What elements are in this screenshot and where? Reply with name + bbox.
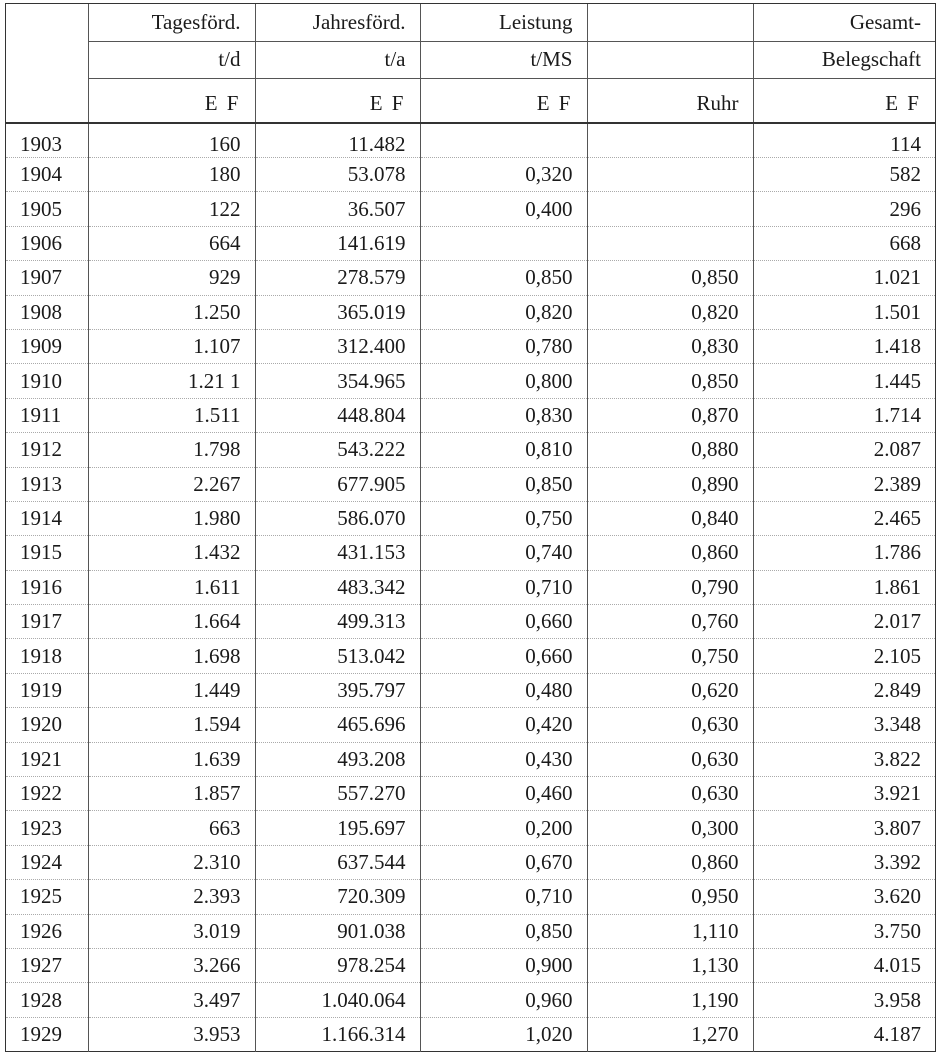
leistung-cell: 0,780 (420, 329, 587, 363)
jahresfoerd-cell: 465.696 (255, 708, 420, 742)
leistung-cell: 0,850 (420, 261, 587, 295)
ruhr-cell (587, 123, 753, 158)
ruhr-cell: 0,860 (587, 845, 753, 879)
ruhr-cell (587, 226, 753, 260)
year-cell: 1912 (6, 433, 88, 467)
ruhr-cell: 1,110 (587, 914, 753, 948)
belegschaft-cell: 1.861 (753, 570, 935, 604)
table-row (6, 1017, 935, 1051)
jahresfoerd-cell: 36.507 (255, 192, 420, 226)
tagesfoerd-cell: 1.594 (88, 708, 255, 742)
year-cell: 1914 (6, 501, 88, 535)
tagesfoerd-cell: 3.019 (88, 914, 255, 948)
table-row (6, 673, 935, 707)
year-cell: 1911 (6, 398, 88, 432)
leistung-cell: 0,900 (420, 948, 587, 982)
ruhr-cell: 1,190 (587, 983, 753, 1017)
tagesfoerd-cell: 3.266 (88, 948, 255, 982)
jahresfoerd-cell: 637.544 (255, 845, 420, 879)
tagesfoerd-cell: 1.980 (88, 501, 255, 535)
ruhr-cell: 0,830 (587, 329, 753, 363)
tagesfoerd-cell: 1.639 (88, 742, 255, 776)
ruhr-header (587, 4, 753, 41)
table-body (6, 123, 935, 1052)
tagesfoerd-cell: 1.21 1 (88, 364, 255, 398)
jahresfoerd-cell: 354.965 (255, 364, 420, 398)
jahresfoerd-cell: 11.482 (255, 123, 420, 158)
leistung-cell: 0,710 (420, 880, 587, 914)
tagesfoerd-sub: E F (88, 78, 255, 123)
year-cell: 1927 (6, 948, 88, 982)
year-cell: 1922 (6, 777, 88, 811)
table-row (6, 398, 935, 432)
jahresfoerd-cell: 1.040.064 (255, 983, 420, 1017)
tagesfoerd-cell: 1.449 (88, 673, 255, 707)
jahresfoerd-cell: 557.270 (255, 777, 420, 811)
tagesfoerd-cell: 180 (88, 158, 255, 192)
tagesfoerd-cell: 929 (88, 261, 255, 295)
leistung-cell: 0,480 (420, 673, 587, 707)
tagesfoerd-cell: 1.857 (88, 777, 255, 811)
tagesfoerd-cell: 1.107 (88, 329, 255, 363)
jahresfoerd-cell: 483.342 (255, 570, 420, 604)
ruhr-cell: 0,620 (587, 673, 753, 707)
leistung-cell: 0,430 (420, 742, 587, 776)
year-cell: 1907 (6, 261, 88, 295)
leistung-cell (420, 226, 587, 260)
leistung-cell (420, 123, 587, 158)
table-row (6, 123, 935, 158)
table-row (6, 536, 935, 570)
jahresfoerd-cell: 53.078 (255, 158, 420, 192)
tagesfoerd-cell: 1.798 (88, 433, 255, 467)
jahresfoerd-cell: 278.579 (255, 261, 420, 295)
leistung-cell: 0,850 (420, 914, 587, 948)
belegschaft-cell: 2.105 (753, 639, 935, 673)
jahresfoerd-cell: 431.153 (255, 536, 420, 570)
year-cell: 1916 (6, 570, 88, 604)
leistung-cell: 0,400 (420, 192, 587, 226)
year-cell: 1910 (6, 364, 88, 398)
leistung-sub: E F (420, 78, 587, 123)
belegschaft-cell: 2.017 (753, 605, 935, 639)
leistung-cell: 0,960 (420, 983, 587, 1017)
belegschaft-cell: 296 (753, 192, 935, 226)
belegschaft-cell: 4.015 (753, 948, 935, 982)
table-row (6, 329, 935, 363)
belegschaft-cell: 1.445 (753, 364, 935, 398)
year-header-cell (6, 4, 88, 41)
leistung-cell: 0,850 (420, 467, 587, 501)
year-cell: 1903 (20, 132, 62, 156)
leistung-cell: 0,830 (420, 398, 587, 432)
jahresfoerd-cell: 513.042 (255, 639, 420, 673)
year-cell: 1915 (6, 536, 88, 570)
belegschaft-cell: 2.087 (753, 433, 935, 467)
table-row (6, 742, 935, 776)
belegschaft-cell: 3.392 (753, 845, 935, 879)
ruhr-sub: Ruhr (587, 78, 753, 123)
belegschaft-cell: 3.620 (753, 880, 935, 914)
ruhr-cell: 0,850 (587, 364, 753, 398)
table-row (6, 708, 935, 742)
ruhr-cell: 0,760 (587, 605, 753, 639)
year-cell: 1924 (6, 845, 88, 879)
jahresfoerd-cell: 677.905 (255, 467, 420, 501)
leistung-cell: 0,320 (420, 158, 587, 192)
tagesfoerd-cell: 122 (88, 192, 255, 226)
belegschaft-cell: 2.849 (753, 673, 935, 707)
ruhr-cell: 0,950 (587, 880, 753, 914)
ruhr-cell: 1,130 (587, 948, 753, 982)
tagesfoerd-cell: 663 (88, 811, 255, 845)
belegschaft-cell: 3.822 (753, 742, 935, 776)
year-cell: 1921 (6, 742, 88, 776)
jahresfoerd-cell: 448.804 (255, 398, 420, 432)
jahresfoerd-cell: 543.222 (255, 433, 420, 467)
table-row (6, 295, 935, 329)
leistung-cell: 0,750 (420, 501, 587, 535)
ruhr-cell: 0,840 (587, 501, 753, 535)
belegschaft-cell: 2.389 (753, 467, 935, 501)
ruhr-cell: 0,630 (587, 777, 753, 811)
table-row (6, 433, 935, 467)
tagesfoerd-cell: 1.611 (88, 570, 255, 604)
table-row (6, 639, 935, 673)
belegschaft-cell: 3.750 (753, 914, 935, 948)
ruhr-cell: 1,270 (587, 1017, 753, 1051)
tagesfoerd-unit: t/d (88, 41, 255, 78)
leistung-cell: 0,670 (420, 845, 587, 879)
tagesfoerd-cell: 2.267 (88, 467, 255, 501)
year-cell: 1909 (6, 329, 88, 363)
leistung-cell: 0,740 (420, 536, 587, 570)
belegschaft-cell: 1.418 (753, 329, 935, 363)
belegschaft-cell: 1.021 (753, 261, 935, 295)
ruhr-cell (587, 192, 753, 226)
ruhr-cell: 0,880 (587, 433, 753, 467)
leistung-cell: 0,420 (420, 708, 587, 742)
belegschaft-cell: 3.958 (753, 983, 935, 1017)
leistung-cell: 0,710 (420, 570, 587, 604)
belegschaft-cell: 3.921 (753, 777, 935, 811)
tagesfoerd-cell: 1.664 (88, 605, 255, 639)
ruhr-cell: 0,630 (587, 742, 753, 776)
leistung-cell: 0,200 (420, 811, 587, 845)
year-cell: 1913 (6, 467, 88, 501)
year-cell: 1917 (6, 605, 88, 639)
jahresfoerd-header: Jahresförd. (255, 4, 420, 41)
year-cell: 1908 (6, 295, 88, 329)
table-row (6, 192, 935, 226)
year-cell: 1906 (6, 226, 88, 260)
leistung-cell: 1,020 (420, 1017, 587, 1051)
tagesfoerd-cell: 1.432 (88, 536, 255, 570)
belegschaft-cell: 114 (753, 123, 935, 158)
year-cell: 1928 (6, 983, 88, 1017)
table-row (6, 880, 935, 914)
belegschaft-unit: Belegschaft (753, 41, 935, 78)
table-row (6, 983, 935, 1017)
table-row (6, 777, 935, 811)
ruhr-cell (587, 158, 753, 192)
table-row (6, 605, 935, 639)
table-row (6, 467, 935, 501)
year-cell: 1925 (6, 880, 88, 914)
table-row (6, 226, 935, 260)
table-row (6, 914, 935, 948)
table-row (6, 261, 935, 295)
leistung-cell: 0,810 (420, 433, 587, 467)
leistung-cell: 0,660 (420, 605, 587, 639)
belegschaft-cell: 4.187 (753, 1017, 935, 1051)
leistung-cell: 0,800 (420, 364, 587, 398)
ruhr-cell: 0,850 (587, 261, 753, 295)
leistung-header: Leistung (420, 4, 587, 41)
belegschaft-cell: 1.501 (753, 295, 935, 329)
year-cell: 1929 (6, 1017, 88, 1051)
jahresfoerd-cell: 901.038 (255, 914, 420, 948)
table-row (6, 501, 935, 535)
table-row (6, 811, 935, 845)
year-cell: 1920 (6, 708, 88, 742)
jahresfoerd-unit: t/a (255, 41, 420, 78)
leistung-cell: 0,820 (420, 295, 587, 329)
ruhr-cell: 0,790 (587, 570, 753, 604)
table-row (6, 948, 935, 982)
year-cell: 1904 (6, 158, 88, 192)
jahresfoerd-cell: 141.619 (255, 226, 420, 260)
year-cell: 1923 (6, 811, 88, 845)
jahresfoerd-cell: 1.166.314 (255, 1017, 420, 1051)
belegschaft-cell: 582 (753, 158, 935, 192)
jahresfoerd-cell: 395.797 (255, 673, 420, 707)
leistung-cell: 0,660 (420, 639, 587, 673)
ruhr-cell: 0,870 (587, 398, 753, 432)
ruhr-cell: 0,860 (587, 536, 753, 570)
year-cell: 1905 (6, 192, 88, 226)
year-cell: 1918 (6, 639, 88, 673)
table-row (6, 364, 935, 398)
ruhr-unit (587, 41, 753, 78)
jahresfoerd-cell: 499.313 (255, 605, 420, 639)
jahresfoerd-sub: E F (255, 78, 420, 123)
year-cell: 1926 (6, 914, 88, 948)
jahresfoerd-cell: 493.208 (255, 742, 420, 776)
belegschaft-sub: E F (753, 78, 935, 123)
jahresfoerd-cell: 586.070 (255, 501, 420, 535)
tagesfoerd-cell: 1.511 (88, 398, 255, 432)
belegschaft-cell: 3.348 (753, 708, 935, 742)
belegschaft-cell: 668 (753, 226, 935, 260)
belegschaft-cell: 1.714 (753, 398, 935, 432)
tagesfoerd-cell: 1.698 (88, 639, 255, 673)
leistung-cell: 0,460 (420, 777, 587, 811)
leistung-unit: t/MS (420, 41, 587, 78)
tagesfoerd-cell: 2.393 (88, 880, 255, 914)
table-row (6, 570, 935, 604)
jahresfoerd-cell: 365.019 (255, 295, 420, 329)
table-header (6, 4, 935, 123)
jahresfoerd-cell: 312.400 (255, 329, 420, 363)
tagesfoerd-cell: 1.250 (88, 295, 255, 329)
jahresfoerd-cell: 195.697 (255, 811, 420, 845)
year-cell: 1919 (6, 673, 88, 707)
tagesfoerd-cell: 664 (88, 226, 255, 260)
table-row (6, 158, 935, 192)
ruhr-cell: 0,750 (587, 639, 753, 673)
jahresfoerd-cell: 720.309 (255, 880, 420, 914)
ruhr-cell: 0,820 (587, 295, 753, 329)
tagesfoerd-cell: 160 (88, 123, 255, 158)
production-table (5, 3, 936, 1052)
tagesfoerd-header: Tagesförd. (88, 4, 255, 41)
table-row (6, 845, 935, 879)
tagesfoerd-cell: 2.310 (88, 845, 255, 879)
belegschaft-cell: 3.807 (753, 811, 935, 845)
belegschaft-cell: 1.786 (753, 536, 935, 570)
tagesfoerd-cell: 3.497 (88, 983, 255, 1017)
belegschaft-header: Gesamt- (753, 4, 935, 41)
ruhr-cell: 0,890 (587, 467, 753, 501)
jahresfoerd-cell: 978.254 (255, 948, 420, 982)
tagesfoerd-cell: 3.953 (88, 1017, 255, 1051)
ruhr-cell: 0,630 (587, 708, 753, 742)
belegschaft-cell: 2.465 (753, 501, 935, 535)
ruhr-cell: 0,300 (587, 811, 753, 845)
